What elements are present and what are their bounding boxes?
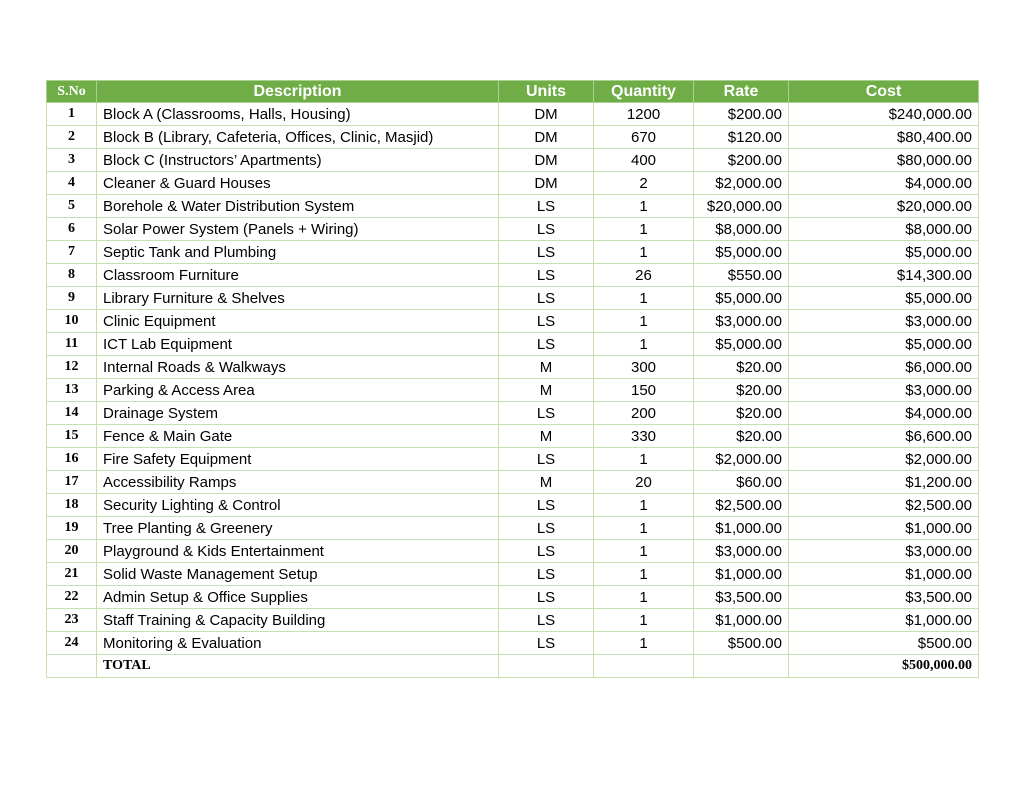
row-description: Septic Tank and Plumbing <box>97 241 499 264</box>
row-description: Block A (Classrooms, Halls, Housing) <box>97 103 499 126</box>
row-units: LS <box>499 586 594 609</box>
row-sno: 22 <box>47 586 97 609</box>
row-units: M <box>499 471 594 494</box>
table-row <box>47 448 979 471</box>
row-units: DM <box>499 103 594 126</box>
row-cost: $8,000.00 <box>789 218 979 241</box>
row-cost: $3,000.00 <box>789 379 979 402</box>
row-description: Drainage System <box>97 402 499 425</box>
table-row <box>47 172 979 195</box>
row-rate: $1,000.00 <box>694 563 789 586</box>
row-units: LS <box>499 241 594 264</box>
table-row <box>47 333 979 356</box>
row-rate: $20.00 <box>694 356 789 379</box>
row-description: Accessibility Ramps <box>97 471 499 494</box>
row-cost: $500.00 <box>789 632 979 655</box>
row-quantity: 1 <box>594 448 694 471</box>
table-row <box>47 264 979 287</box>
total-label: TOTAL <box>97 655 499 678</box>
row-quantity: 1 <box>594 609 694 632</box>
header-description: Description <box>97 81 499 103</box>
row-rate: $5,000.00 <box>694 241 789 264</box>
row-quantity: 2 <box>594 172 694 195</box>
row-sno: 2 <box>47 126 97 149</box>
row-description: Tree Planting & Greenery <box>97 517 499 540</box>
row-quantity: 330 <box>594 425 694 448</box>
row-sno: 23 <box>47 609 97 632</box>
row-description: Playground & Kids Entertainment <box>97 540 499 563</box>
row-description: Classroom Furniture <box>97 264 499 287</box>
row-cost: $1,000.00 <box>789 609 979 632</box>
table-row <box>47 149 979 172</box>
row-sno: 1 <box>47 103 97 126</box>
row-units: LS <box>499 287 594 310</box>
table-row <box>47 379 979 402</box>
row-sno: 20 <box>47 540 97 563</box>
row-units: LS <box>499 218 594 241</box>
row-cost: $1,000.00 <box>789 563 979 586</box>
row-sno: 7 <box>47 241 97 264</box>
row-rate: $2,000.00 <box>694 172 789 195</box>
row-units: DM <box>499 149 594 172</box>
row-quantity: 1 <box>594 586 694 609</box>
row-units: LS <box>499 632 594 655</box>
row-quantity: 1200 <box>594 103 694 126</box>
row-quantity: 150 <box>594 379 694 402</box>
row-description: Internal Roads & Walkways <box>97 356 499 379</box>
row-rate: $20.00 <box>694 379 789 402</box>
row-description: Fire Safety Equipment <box>97 448 499 471</box>
row-quantity: 1 <box>594 540 694 563</box>
table-body <box>47 103 979 655</box>
row-rate: $20,000.00 <box>694 195 789 218</box>
table-row <box>47 425 979 448</box>
table-row <box>47 218 979 241</box>
table-row <box>47 356 979 379</box>
row-rate: $20.00 <box>694 425 789 448</box>
row-quantity: 20 <box>594 471 694 494</box>
row-units: LS <box>499 517 594 540</box>
row-description: Security Lighting & Control <box>97 494 499 517</box>
row-description: Parking & Access Area <box>97 379 499 402</box>
row-description: Library Furniture & Shelves <box>97 287 499 310</box>
header-sno: S.No <box>47 81 97 103</box>
row-units: M <box>499 379 594 402</box>
row-quantity: 400 <box>594 149 694 172</box>
row-units: LS <box>499 563 594 586</box>
row-cost: $5,000.00 <box>789 241 979 264</box>
row-description: Cleaner & Guard Houses <box>97 172 499 195</box>
row-sno: 15 <box>47 425 97 448</box>
row-cost: $80,000.00 <box>789 149 979 172</box>
row-sno: 24 <box>47 632 97 655</box>
row-sno: 16 <box>47 448 97 471</box>
row-quantity: 670 <box>594 126 694 149</box>
row-cost: $4,000.00 <box>789 402 979 425</box>
table-header <box>47 81 979 103</box>
row-rate: $120.00 <box>694 126 789 149</box>
row-description: Fence & Main Gate <box>97 425 499 448</box>
row-sno: 6 <box>47 218 97 241</box>
row-rate: $3,000.00 <box>694 310 789 333</box>
row-quantity: 300 <box>594 356 694 379</box>
row-sno: 19 <box>47 517 97 540</box>
row-sno: 10 <box>47 310 97 333</box>
row-rate: $1,000.00 <box>694 609 789 632</box>
table-row <box>47 494 979 517</box>
row-description: Borehole & Water Distribution System <box>97 195 499 218</box>
row-rate: $3,000.00 <box>694 540 789 563</box>
row-quantity: 1 <box>594 333 694 356</box>
row-cost: $1,000.00 <box>789 517 979 540</box>
row-sno: 21 <box>47 563 97 586</box>
row-quantity: 1 <box>594 195 694 218</box>
row-cost: $3,000.00 <box>789 540 979 563</box>
row-rate: $3,500.00 <box>694 586 789 609</box>
row-rate: $20.00 <box>694 402 789 425</box>
row-rate: $5,000.00 <box>694 287 789 310</box>
row-rate: $8,000.00 <box>694 218 789 241</box>
bill-of-quantities-table <box>46 80 979 678</box>
table-row <box>47 471 979 494</box>
row-quantity: 1 <box>594 241 694 264</box>
row-description: ICT Lab Equipment <box>97 333 499 356</box>
row-sno: 14 <box>47 402 97 425</box>
row-units: LS <box>499 264 594 287</box>
header-cost: Cost <box>789 81 979 103</box>
row-quantity: 1 <box>594 632 694 655</box>
table-row <box>47 517 979 540</box>
row-sno: 12 <box>47 356 97 379</box>
table-row <box>47 103 979 126</box>
row-cost: $3,500.00 <box>789 586 979 609</box>
row-cost: $1,200.00 <box>789 471 979 494</box>
total-rate-cell <box>694 655 789 678</box>
row-cost: $20,000.00 <box>789 195 979 218</box>
total-sno-cell <box>47 655 97 678</box>
table-row <box>47 632 979 655</box>
total-quantity-cell <box>594 655 694 678</box>
table-row <box>47 241 979 264</box>
table-row <box>47 563 979 586</box>
row-cost: $2,000.00 <box>789 448 979 471</box>
row-cost: $5,000.00 <box>789 287 979 310</box>
row-units: DM <box>499 172 594 195</box>
row-quantity: 1 <box>594 563 694 586</box>
row-rate: $200.00 <box>694 103 789 126</box>
row-cost: $6,000.00 <box>789 356 979 379</box>
table-footer <box>47 655 979 678</box>
table-row <box>47 126 979 149</box>
row-units: M <box>499 356 594 379</box>
table-row <box>47 310 979 333</box>
row-cost: $80,400.00 <box>789 126 979 149</box>
row-units: LS <box>499 333 594 356</box>
header-quantity: Quantity <box>594 81 694 103</box>
row-description: Monitoring & Evaluation <box>97 632 499 655</box>
row-cost: $4,000.00 <box>789 172 979 195</box>
row-units: LS <box>499 448 594 471</box>
row-rate: $500.00 <box>694 632 789 655</box>
row-rate: $60.00 <box>694 471 789 494</box>
table-row <box>47 402 979 425</box>
header-row <box>47 81 979 103</box>
row-sno: 5 <box>47 195 97 218</box>
row-units: LS <box>499 402 594 425</box>
row-rate: $2,000.00 <box>694 448 789 471</box>
row-description: Admin Setup & Office Supplies <box>97 586 499 609</box>
row-units: DM <box>499 126 594 149</box>
row-rate: $2,500.00 <box>694 494 789 517</box>
row-rate: $5,000.00 <box>694 333 789 356</box>
row-units: LS <box>499 609 594 632</box>
table-row <box>47 586 979 609</box>
row-sno: 8 <box>47 264 97 287</box>
row-cost: $14,300.00 <box>789 264 979 287</box>
row-rate: $550.00 <box>694 264 789 287</box>
row-sno: 17 <box>47 471 97 494</box>
row-quantity: 200 <box>594 402 694 425</box>
row-units: LS <box>499 540 594 563</box>
row-description: Clinic Equipment <box>97 310 499 333</box>
row-quantity: 1 <box>594 517 694 540</box>
row-rate: $1,000.00 <box>694 517 789 540</box>
row-sno: 11 <box>47 333 97 356</box>
row-cost: $2,500.00 <box>789 494 979 517</box>
row-cost: $6,600.00 <box>789 425 979 448</box>
row-description: Solid Waste Management Setup <box>97 563 499 586</box>
row-quantity: 26 <box>594 264 694 287</box>
row-description: Block C (Instructors’ Apartments) <box>97 149 499 172</box>
row-sno: 13 <box>47 379 97 402</box>
row-cost: $5,000.00 <box>789 333 979 356</box>
table-row <box>47 195 979 218</box>
row-units: LS <box>499 494 594 517</box>
row-units: M <box>499 425 594 448</box>
row-sno: 3 <box>47 149 97 172</box>
row-sno: 18 <box>47 494 97 517</box>
row-quantity: 1 <box>594 310 694 333</box>
header-units: Units <box>499 81 594 103</box>
row-rate: $200.00 <box>694 149 789 172</box>
table-row <box>47 540 979 563</box>
row-units: LS <box>499 310 594 333</box>
row-quantity: 1 <box>594 494 694 517</box>
total-row <box>47 655 979 678</box>
table-row <box>47 287 979 310</box>
row-units: LS <box>499 195 594 218</box>
row-quantity: 1 <box>594 287 694 310</box>
row-cost: $240,000.00 <box>789 103 979 126</box>
total-cost: $500,000.00 <box>789 655 979 678</box>
row-cost: $3,000.00 <box>789 310 979 333</box>
total-units-cell <box>499 655 594 678</box>
header-rate: Rate <box>694 81 789 103</box>
table-row <box>47 609 979 632</box>
row-description: Staff Training & Capacity Building <box>97 609 499 632</box>
row-sno: 4 <box>47 172 97 195</box>
row-description: Block B (Library, Cafeteria, Offices, Clinic, Masjid) <box>97 126 499 149</box>
row-description: Solar Power System (Panels + Wiring) <box>97 218 499 241</box>
row-quantity: 1 <box>594 218 694 241</box>
row-sno: 9 <box>47 287 97 310</box>
